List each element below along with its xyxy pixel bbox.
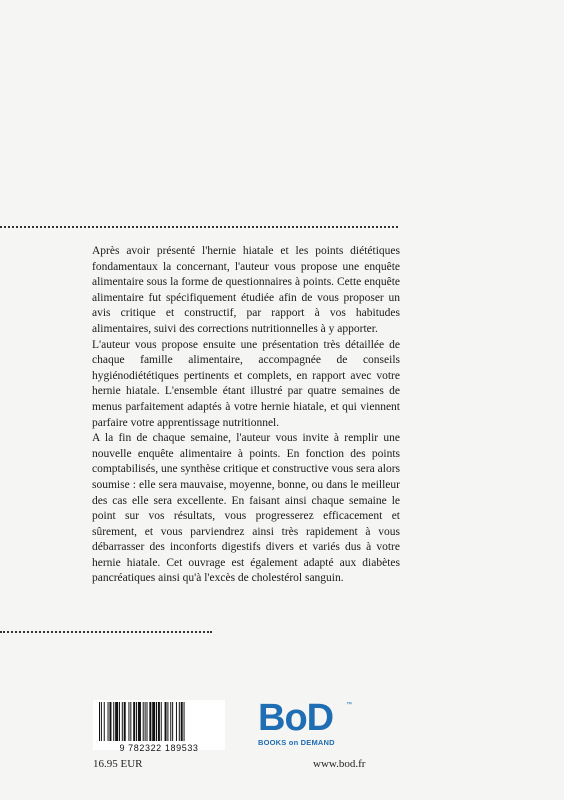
price-label: 16.95 EUR — [93, 758, 143, 770]
barcode-bars — [99, 702, 219, 742]
dotted-divider-bottom — [0, 631, 212, 633]
bod-logo-tagline: BOOKS on DEMAND — [258, 738, 335, 747]
blurb-paragraph-1: Après avoir présenté l'hernie hiatale et les points diététiques fondamentaux la concernant, l'auteur vous propose une enquête alimentaire sous la forme de questionnaires à points. Cette enquête alimentaire fut spécifiquement étudiée afin de vous proposer un avis critique et constructif, par rapport à vos habitudes alimentaires, suivi des corrections nutritionnelles à y apporter. — [92, 245, 400, 335]
isbn-barcode — [93, 700, 225, 753]
trademark-symbol: ™ — [346, 702, 352, 708]
bod-logo-wordmark: BoD — [258, 697, 334, 739]
bod-logo — [258, 697, 354, 747]
isbn-digits: 9 782322 189533 — [119, 743, 199, 753]
publisher-website: www.bod.fr — [313, 758, 366, 770]
back-cover-blurb — [92, 244, 400, 587]
blurb-paragraph-3: A la fin de chaque semaine, l'auteur vous invite à remplir une nouvelle enquête alimentaire à points. En fonction des points comptabilisés, une synthèse critique et constructive vous sera alors soumise : elle sera mauvaise, moyenne, bonne, ou dans le meilleur des cas elle sera excellente. En faisant ainsi chaque semaine le point sur vos résultats, vous progresserez efficacement et sûrement, et vous parviendrez ainsi très rapidement à vous débarrasser des inconforts digestifs divers et variés dus à votre hernie hiatale. Cet ouvrage est également adapté aux diabètes pancréatiques ainsi qu'à l'excès de cholestérol sanguin. — [92, 432, 400, 585]
dotted-divider-top — [0, 226, 398, 228]
blurb-paragraph-2: L'auteur vous propose ensuite une présentation très détaillée de chaque famille alimentaire, accompagnée de conseils hygiénodiététiques pertinents et complets, en rapport avec votre hernie hiatale. L'ensemble étant illustré par quatre semaines de menus parfaitement adaptés à votre hernie hiatale, et qui viennent parfaire votre apprentissage nutritionnel. — [92, 338, 400, 429]
